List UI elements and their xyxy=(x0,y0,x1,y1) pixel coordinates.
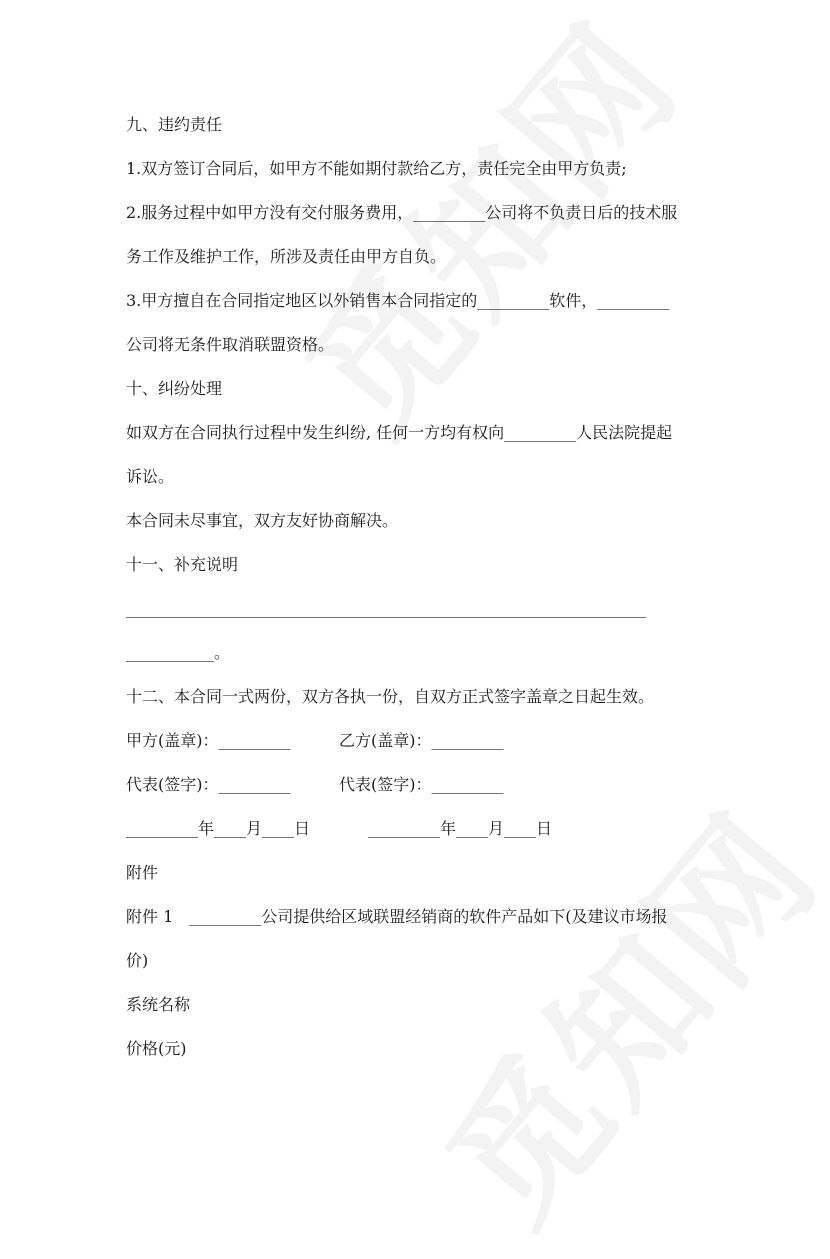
field-price: 价格(元) xyxy=(126,1039,187,1058)
attachment-1-line-1: 附件 1 _________公司提供给区域联盟经销商的软件产品如下(及建议市场报 xyxy=(126,907,668,926)
section-10-para-line-1: 如双方在合同执行过程中发生纠纷, 任何一方均有权向_________人民法院提起 xyxy=(126,423,673,442)
party-b-date: _________年____月____日 xyxy=(368,819,553,838)
party-b-representative: 代表(签字)：_________ xyxy=(339,775,504,794)
party-a-date: _________年____月____日 xyxy=(126,819,311,838)
party-a-seal: 甲方(盖章)：_________ xyxy=(126,731,291,750)
section-11-heading: 十一、补充说明 xyxy=(126,555,239,574)
section-10-para-2: 本合同未尽事宜，双方友好协商解决。 xyxy=(126,511,399,530)
section-9-item-3-line-2: 公司将无条件取消联盟资格。 xyxy=(126,335,335,354)
section-10-para-line-2: 诉讼。 xyxy=(126,467,175,486)
section-9-heading: 九、违约责任 xyxy=(126,115,223,134)
section-11-blank-line-2: ___________。 xyxy=(126,643,231,662)
section-10-heading: 十、纠纷处理 xyxy=(126,379,223,398)
field-system-name: 系统名称 xyxy=(126,995,191,1014)
section-11-blank-line-1: _________________________________________________________________ xyxy=(126,599,646,618)
attachment-1-line-2: 价) xyxy=(126,951,149,970)
section-9-item-2-line-1: 2.服务过程中如甲方没有交付服务费用，_________公司将不负责日后的技术服 xyxy=(126,203,678,222)
party-b-seal: 乙方(盖章)：_________ xyxy=(339,731,504,750)
section-12-text: 十二、本合同一式两份，双方各执一份，自双方正式签字盖章之日起生效。 xyxy=(126,687,655,706)
party-a-representative: 代表(签字)：_________ xyxy=(126,775,291,794)
section-9-item-2-line-2: 务工作及维护工作，所涉及责任由甲方自负。 xyxy=(126,247,447,266)
section-9-item-1: 1.双方签订合同后，如甲方不能如期付款给乙方，责任完全由甲方负责; xyxy=(126,159,627,178)
section-9-item-3-line-1: 3.甲方擅自在合同指定地区以外销售本合同指定的_________软件，_________ xyxy=(126,291,670,310)
attachment-heading: 附件 xyxy=(126,863,159,882)
